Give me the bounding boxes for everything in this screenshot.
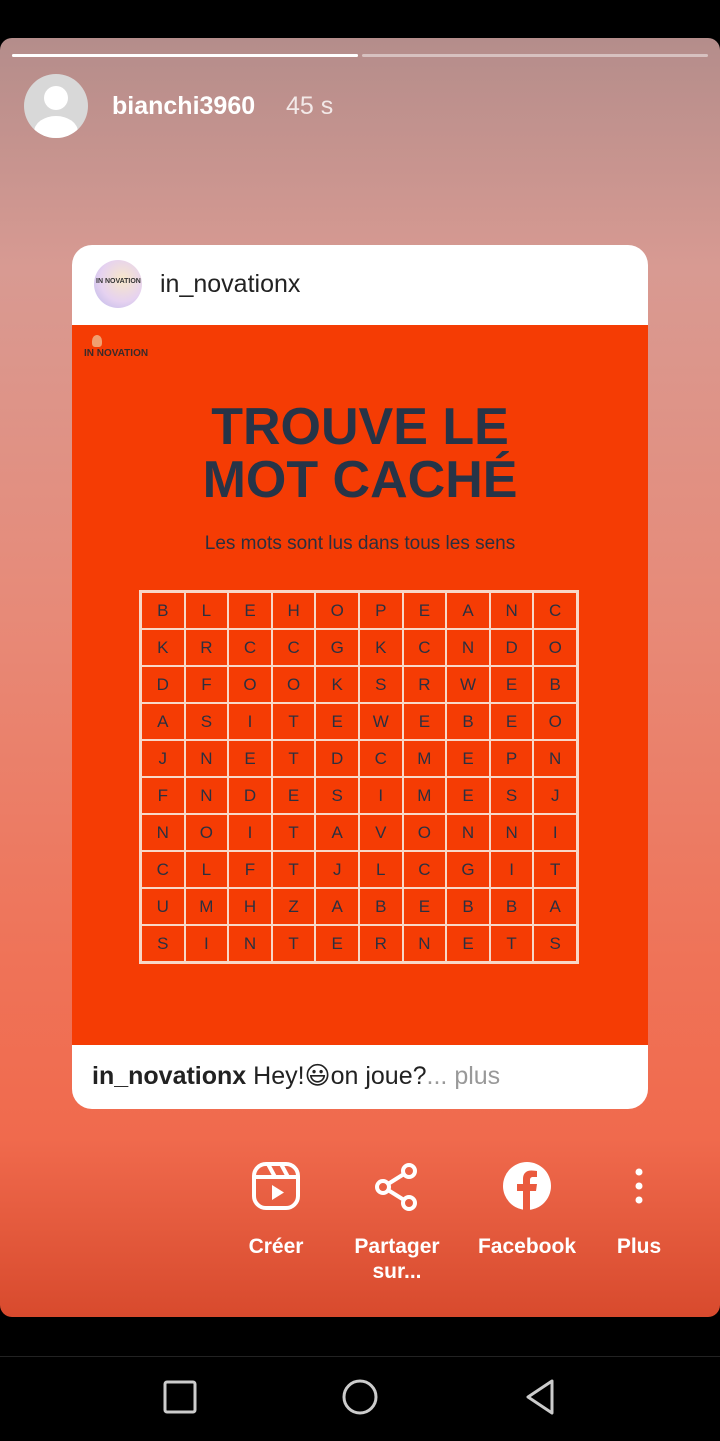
post-image[interactable]	[72, 325, 648, 1045]
caption-username[interactable]: in_novationx	[92, 1062, 247, 1090]
grid-cell: T	[272, 814, 316, 851]
grid-cell: N	[490, 814, 534, 851]
grid-cell: W	[359, 703, 403, 740]
grid-cell: S	[359, 666, 403, 703]
grid-cell: D	[490, 629, 534, 666]
system-navigation-bar	[0, 1356, 720, 1441]
grid-cell: N	[533, 740, 577, 777]
grid-cell: P	[359, 592, 403, 629]
grid-cell: N	[185, 777, 229, 814]
story-progress-fill-1	[12, 54, 358, 57]
grid-cell: N	[403, 925, 447, 962]
grid-cell: H	[228, 888, 272, 925]
grid-cell: B	[533, 666, 577, 703]
avatar[interactable]	[24, 74, 88, 138]
grid-cell: T	[533, 851, 577, 888]
grid-cell: E	[272, 777, 316, 814]
post-header[interactable]	[72, 245, 648, 325]
grid-cell: T	[490, 925, 534, 962]
grid-cell: E	[403, 592, 447, 629]
grid-cell: B	[446, 888, 490, 925]
grid-cell: J	[315, 851, 359, 888]
grid-cell: O	[533, 629, 577, 666]
grid-cell: A	[315, 888, 359, 925]
share-icon	[369, 1158, 425, 1214]
grid-cell: R	[359, 925, 403, 962]
facebook-label: Facebook	[477, 1235, 577, 1258]
back-icon[interactable]	[520, 1377, 560, 1417]
story-timestamp: 45 s	[286, 92, 334, 120]
share-to-button[interactable]	[342, 1158, 452, 1284]
grid-cell: R	[185, 629, 229, 666]
grid-cell: S	[533, 925, 577, 962]
grid-cell: T	[272, 740, 316, 777]
grid-cell: G	[446, 851, 490, 888]
grid-cell: S	[141, 925, 185, 962]
brand-logo-text: IN NOVATION	[96, 278, 141, 285]
grid-cell: E	[490, 666, 534, 703]
grid-cell: S	[490, 777, 534, 814]
grid-cell: N	[490, 592, 534, 629]
grid-cell: E	[446, 925, 490, 962]
grid-cell: T	[272, 925, 316, 962]
story-progress-2	[362, 54, 708, 57]
grid-cell: C	[272, 629, 316, 666]
grid-cell: S	[315, 777, 359, 814]
reels-icon	[248, 1158, 304, 1214]
grid-cell: N	[141, 814, 185, 851]
facebook-button[interactable]	[472, 1158, 582, 1259]
grid-cell: C	[533, 592, 577, 629]
grid-cell: N	[228, 925, 272, 962]
grid-cell: E	[315, 925, 359, 962]
more-label: Plus	[616, 1235, 662, 1258]
grid-cell: K	[315, 666, 359, 703]
grid-cell: P	[490, 740, 534, 777]
grid-cell: N	[185, 740, 229, 777]
grid-cell: I	[228, 703, 272, 740]
grid-cell: J	[533, 777, 577, 814]
grid-cell: C	[141, 851, 185, 888]
grid-cell: O	[315, 592, 359, 629]
grid-cell: N	[446, 814, 490, 851]
facebook-icon	[499, 1158, 555, 1214]
grid-cell: B	[446, 703, 490, 740]
grid-cell: E	[446, 740, 490, 777]
grid-cell: A	[446, 592, 490, 629]
story-username[interactable]: bianchi3960	[112, 92, 256, 120]
grid-cell: O	[185, 814, 229, 851]
grid-cell: E	[228, 592, 272, 629]
grid-cell: B	[141, 592, 185, 629]
grid-cell: G	[315, 629, 359, 666]
post-title-line-1: TROUVE LE	[211, 398, 509, 456]
caption-more-link[interactable]: ... plus	[426, 1062, 501, 1090]
grid-cell: E	[446, 777, 490, 814]
post-brand-text: IN NOVATION	[84, 348, 149, 359]
grid-cell: H	[272, 592, 316, 629]
post-caption[interactable]	[92, 1061, 500, 1091]
grid-cell: I	[228, 814, 272, 851]
home-icon[interactable]	[340, 1377, 380, 1417]
grid-cell: C	[228, 629, 272, 666]
grid-cell: T	[272, 851, 316, 888]
grid-cell: C	[403, 629, 447, 666]
grid-cell: L	[185, 851, 229, 888]
grid-cell: F	[185, 666, 229, 703]
grid-cell: E	[315, 703, 359, 740]
brand-logo[interactable]	[94, 260, 142, 308]
word-search-grid	[139, 590, 579, 964]
grid-cell: F	[141, 777, 185, 814]
grid-cell: U	[141, 888, 185, 925]
grid-cell: T	[272, 703, 316, 740]
grid-cell: E	[403, 888, 447, 925]
grid-cell: D	[228, 777, 272, 814]
more-vertical-icon	[611, 1158, 667, 1214]
grid-cell: M	[185, 888, 229, 925]
grid-cell: O	[228, 666, 272, 703]
grid-cell: B	[359, 888, 403, 925]
story-action-bar	[0, 1158, 720, 1317]
create-label: Créer	[248, 1235, 304, 1258]
post-title	[72, 398, 648, 509]
grid-cell: L	[359, 851, 403, 888]
grid-cell: C	[359, 740, 403, 777]
grid-cell: N	[446, 629, 490, 666]
grid-cell: L	[185, 592, 229, 629]
grid-cell: A	[533, 888, 577, 925]
grid-cell: O	[403, 814, 447, 851]
story-viewer[interactable]	[0, 38, 720, 1317]
more-button[interactable]	[584, 1158, 694, 1259]
create-button[interactable]	[221, 1158, 331, 1259]
grid-cell: K	[359, 629, 403, 666]
grid-cell: M	[403, 777, 447, 814]
grid-cell: O	[272, 666, 316, 703]
grid-cell: A	[315, 814, 359, 851]
grid-cell: A	[141, 703, 185, 740]
grid-cell: D	[315, 740, 359, 777]
grid-cell: E	[490, 703, 534, 740]
grid-cell: I	[185, 925, 229, 962]
grid-cell: J	[141, 740, 185, 777]
post-author[interactable]: in_novationx	[160, 270, 301, 298]
grid-cell: Z	[272, 888, 316, 925]
grid-cell: C	[403, 851, 447, 888]
grid-cell: S	[185, 703, 229, 740]
grid-cell: V	[359, 814, 403, 851]
grid-cell: E	[228, 740, 272, 777]
grid-cell: W	[446, 666, 490, 703]
grid-cell: I	[359, 777, 403, 814]
story-progress-1	[12, 54, 358, 57]
default-avatar-icon	[24, 74, 88, 138]
share-to-label: Partager sur...	[354, 1235, 440, 1283]
grid-cell: I	[533, 814, 577, 851]
post-subtitle: Les mots sont lus dans tous les sens	[204, 533, 516, 554]
post-brand-mark	[84, 335, 148, 359]
post-title-line-2: MOT CACHÉ	[202, 451, 518, 509]
grid-cell: F	[228, 851, 272, 888]
grid-cell: O	[533, 703, 577, 740]
grid-cell: B	[490, 888, 534, 925]
shared-post-card[interactable]	[72, 245, 648, 1109]
caption-text: Hey!😃on joue?	[246, 1062, 427, 1090]
grid-cell: D	[141, 666, 185, 703]
recent-apps-icon[interactable]	[160, 1377, 200, 1417]
grid-cell: I	[490, 851, 534, 888]
grid-cell: M	[403, 740, 447, 777]
grid-cell: E	[403, 703, 447, 740]
grid-cell: R	[403, 666, 447, 703]
lightbulb-icon	[92, 335, 102, 347]
grid-cell: K	[141, 629, 185, 666]
